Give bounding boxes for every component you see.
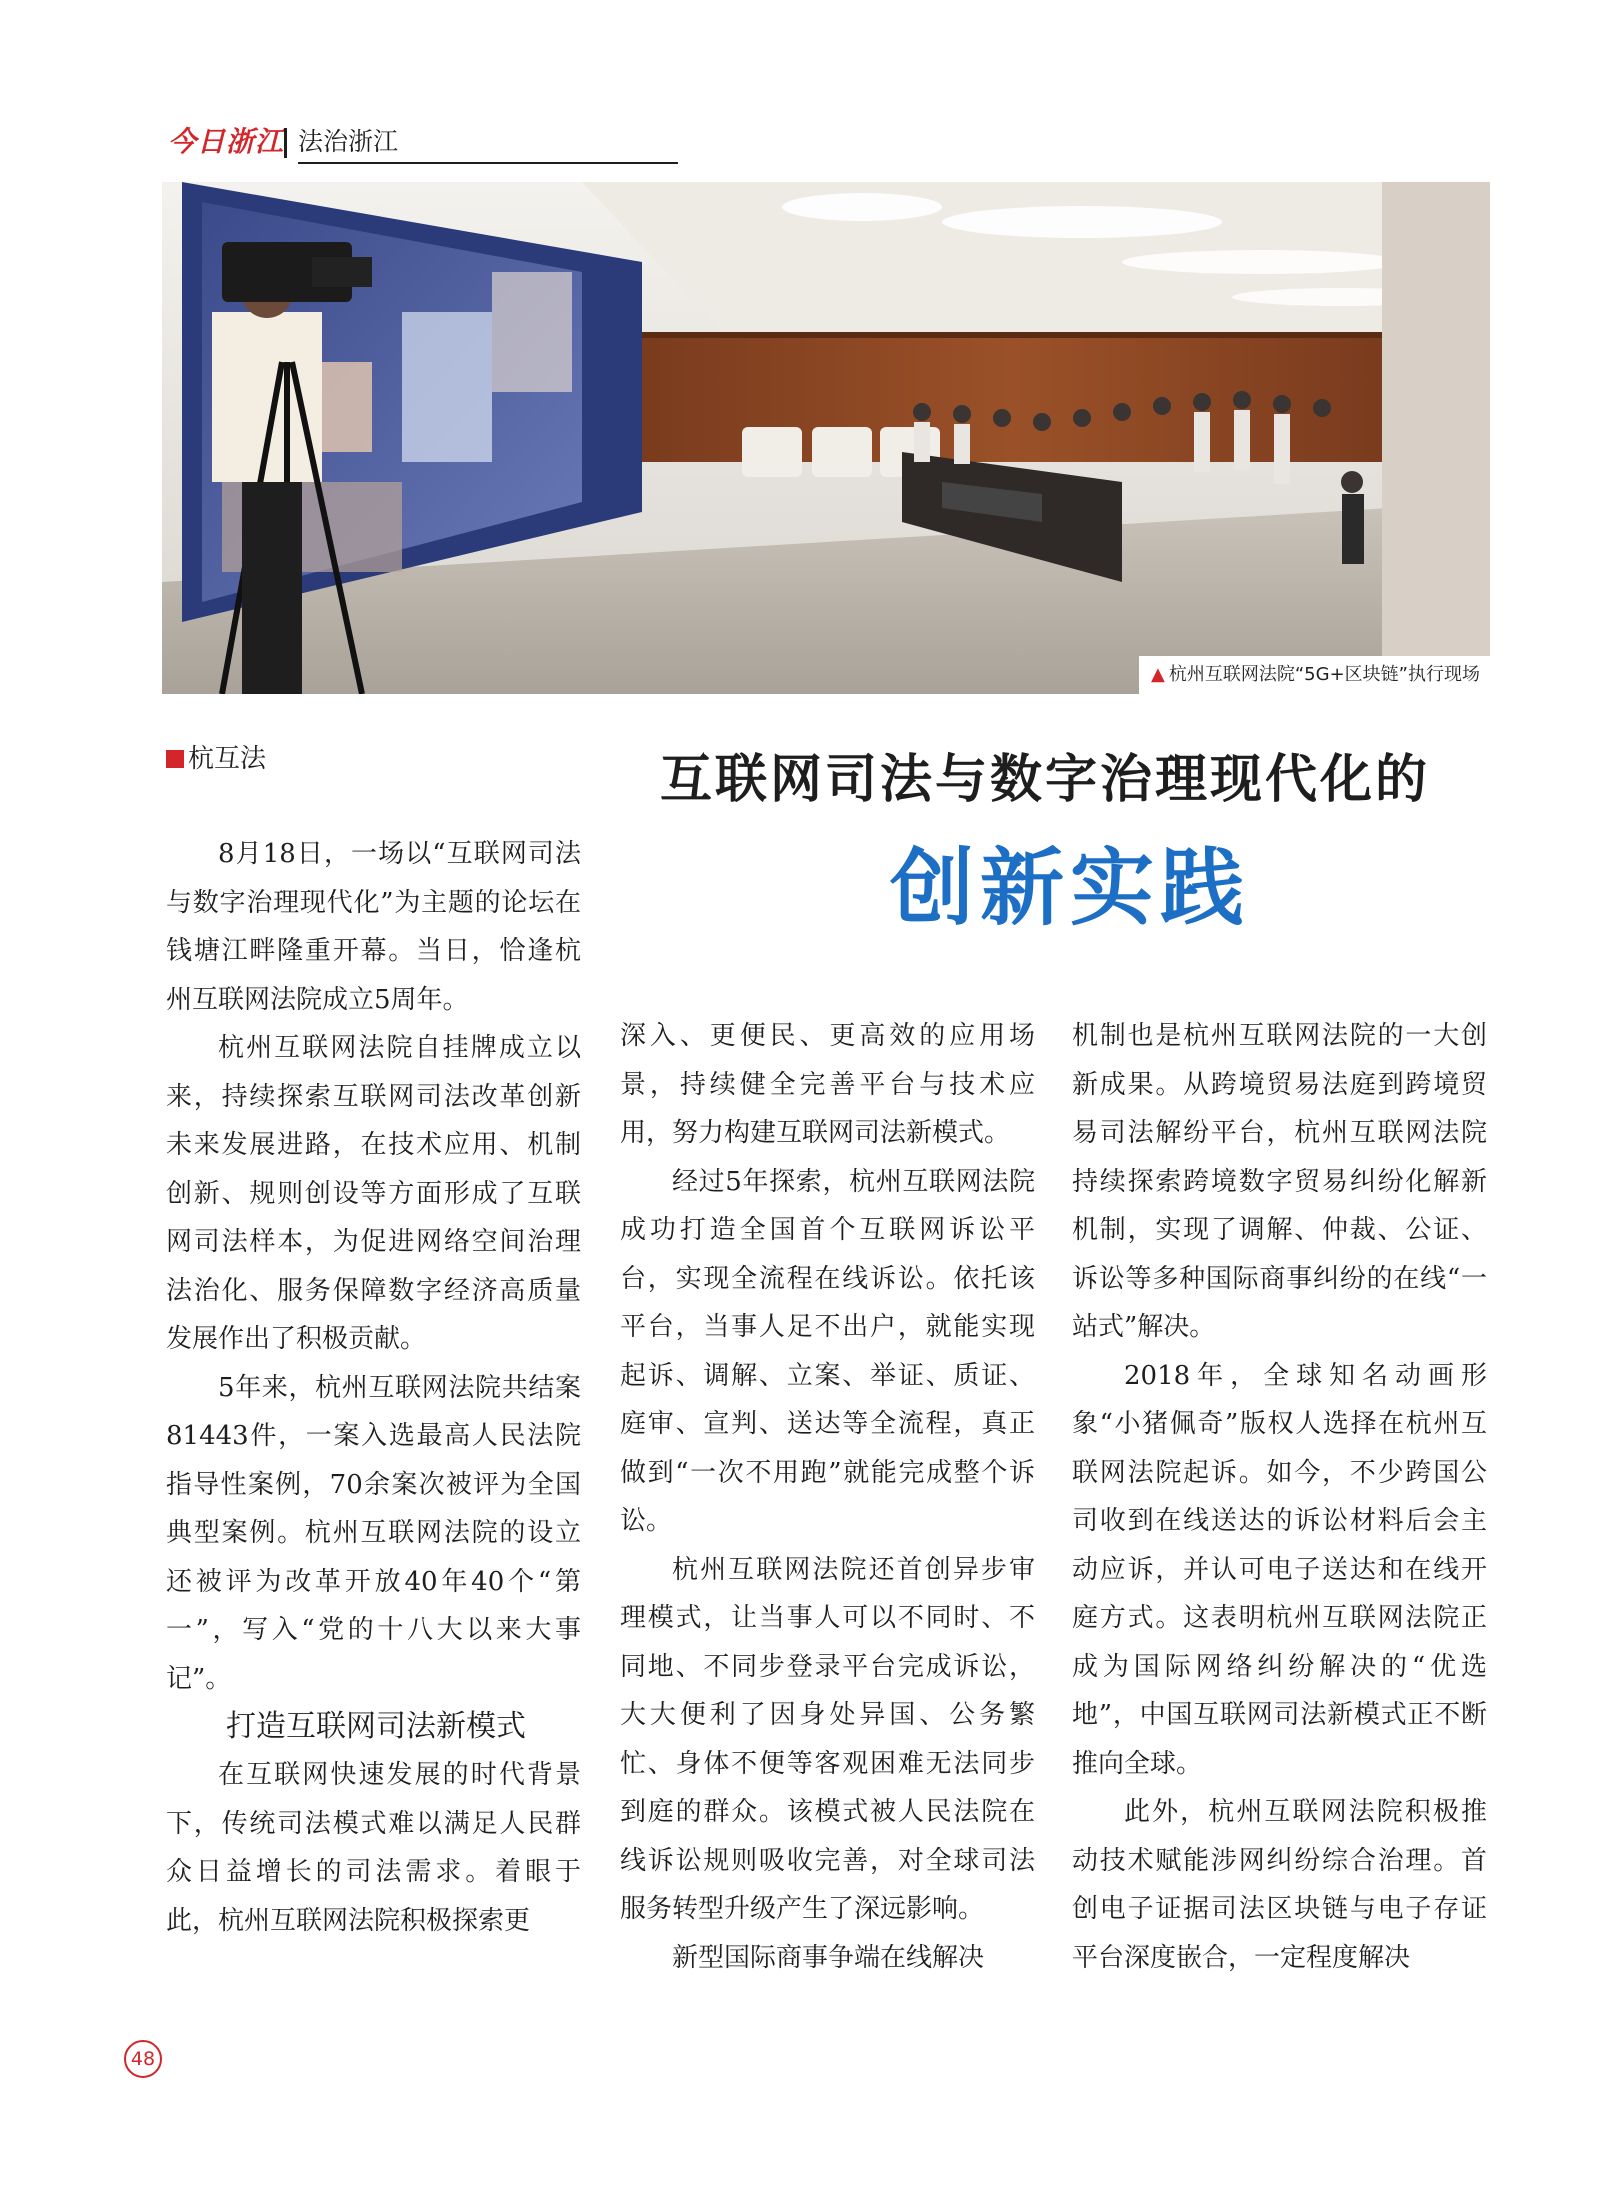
photo-caption-text: 杭州互联网法院“5G+区块链”执行现场 [1168, 664, 1480, 685]
text-column-2 [620, 1012, 1035, 1982]
byline-marker-icon [166, 750, 184, 768]
text-column-1 [166, 830, 581, 1945]
section-name: 法治浙江 [298, 127, 399, 156]
magazine-logo: 今日浙江 [168, 125, 285, 158]
byline-text: 杭互法 [188, 744, 267, 774]
paragraph: 机制也是杭州互联网法院的一大创新成果。从跨境贸易法庭到跨境贸易司法解纷平台，杭州互联网法院持续探索跨境数字贸易纠纷化解新机制，实现了调解、仲裁、公证、诉讼等多种国际商事纠纷的在线“一站式”解决。 [1072, 1021, 1487, 1342]
byline [166, 742, 266, 776]
paragraph: 5年来，杭州互联网法院共结案81443件，一案入选最高人民法院指导性案例，70余案次被评为全国典型案例。杭州互联网法院的设立还被评为改革开放40年40个“第一”，写入“党的十八大以来大事记”。 [166, 1372, 581, 1694]
article-title-line1: 互联网司法与数字治理现代化的 [660, 749, 1431, 810]
paragraph: 深入、更便民、更高效的应用场景，持续健全完善平台与技术应用，努力构建互联网司法新模式。 [620, 1021, 1035, 1148]
header-rule [298, 162, 678, 164]
courtroom-photo [162, 182, 1490, 694]
paragraph: 经过5年探索，杭州互联网法院成功打造全国首个互联网诉讼平台，实现全流程在线诉讼。依托该平台，当事人足不出户，就能实现起诉、调解、立案、举证、质证、庭审、宣判、送达等全流程，真正做到“一次不用跑”就能完成整个诉讼。 [620, 1166, 1035, 1536]
photo-caption [1139, 656, 1490, 694]
magazine-header [168, 124, 508, 164]
paragraph: 8月18日，一场以“互联网司法与数字治理现代化”为主题的论坛在钱塘江畔隆重开幕。当日，恰逢杭州互联网法院成立5周年。 [166, 839, 581, 1015]
paragraph: 杭州互联网法院自挂牌成立以来，持续探索互联网司法改革创新未来发展进路，在技术应用、机制创新、规则创设等方面形成了互联网司法样本，为促进网络空间治理法治化、服务保障数字经济高质量发展作出了积极贡献。 [166, 1033, 581, 1354]
page-number: 48 [124, 2040, 162, 2078]
caption-marker-icon: ▲ [1151, 664, 1165, 685]
courtroom-photo-illustration [162, 182, 1490, 694]
paragraph: 新型国际商事争端在线解决 [672, 1942, 985, 1973]
paragraph: 2018年，全球知名动画形象“小猪佩奇”版权人选择在杭州互联网法院起诉。如今，不少跨国公司收到在线送达的诉讼材料后会主动应诉，并认可电子送达和在线开庭方式。这表明杭州互联网法院正成为国际网络纠纷解决的“优选地”，中国互联网司法新模式正不断推向全球。 [1072, 1360, 1487, 1779]
text-column-3 [1072, 1012, 1487, 1982]
section-subheading: 打造互联网司法新模式 [226, 1709, 526, 1744]
paragraph: 此外，杭州互联网法院积极推动技术赋能涉网纠纷综合治理。首创电子证据司法区块链与电子存证平台深度嵌合，一定程度解决 [1072, 1797, 1487, 1973]
article-title-line2: 创新实践 [890, 839, 1251, 937]
paragraph: 在互联网快速发展的时代背景下，传统司法模式难以满足人民群众日益增长的司法需求。着眼于此，杭州互联网法院积极探索更 [166, 1760, 581, 1936]
paragraph: 杭州互联网法院还首创异步审理模式，让当事人可以不同时、不同地、不同步登录平台完成诉讼，大大便利了因身处异国、公务繁忙、身体不便等客观困难无法同步到庭的群众。该模式被人民法院在线诉讼规则吸收完善，对全球司法服务转型升级产生了深远影响。 [620, 1554, 1035, 1924]
header-separator [284, 128, 287, 158]
